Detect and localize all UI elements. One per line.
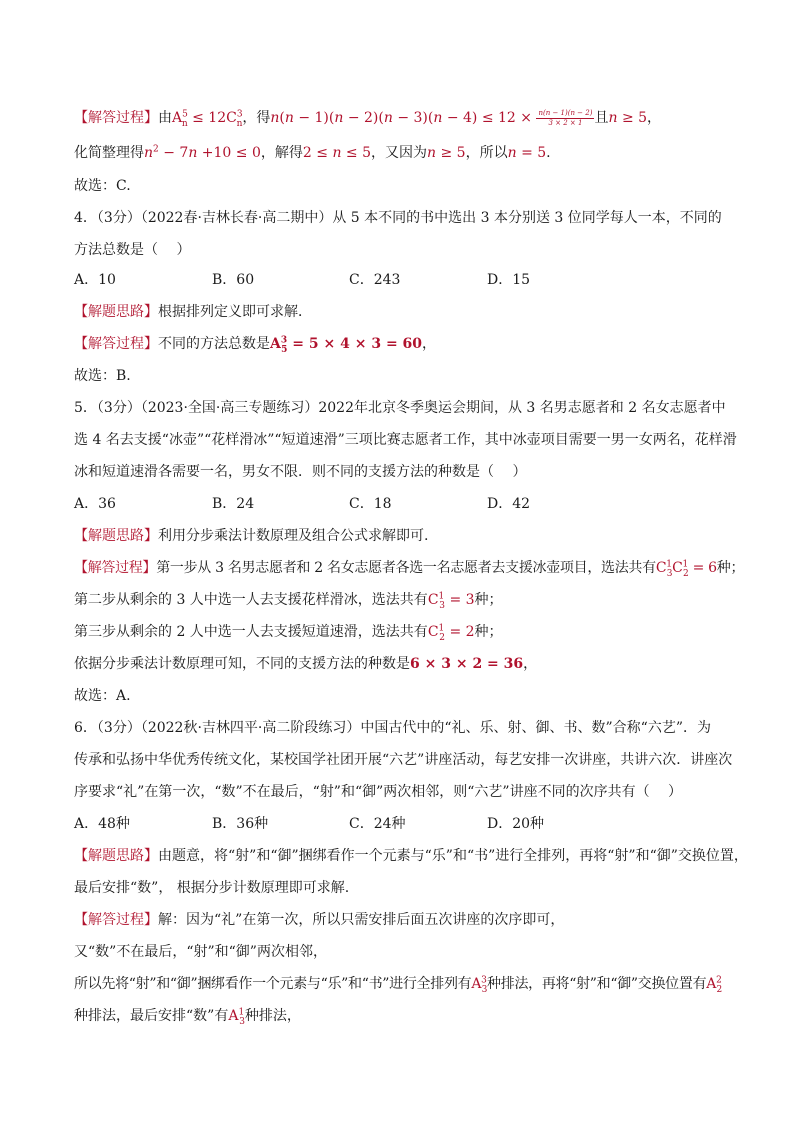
q3-process-tag: 【解答过程】	[74, 110, 158, 126]
q5-option-d: D．42	[487, 496, 531, 512]
q6-idea-tag: 【解题思路】	[74, 848, 158, 864]
q6-process-line-4: 种排法，最后安排“数”有$A^1_3$种排法，	[74, 1007, 301, 1027]
q5-stem-line-3: 冰和短道速滑各需要一名，男女不限．则不同的支援方法的种数是（ ）	[74, 464, 527, 480]
q3-simplify-line: 化简整理得$n^2 - 7n +10 \le 0$，解得2 ≤ n ≤ 5，又因为n ≥ 5，所以n = 5.	[74, 144, 551, 161]
q6-idea-line-1: 【解题思路】由题意，将“射”和“御”捆绑看作一个元素与“乐”和“书”进行全排列，再将“射”和“御”交换位置，	[74, 848, 748, 864]
q5-option-b: B．24	[212, 496, 255, 512]
q5-conclusion-line: 依据分步乘法计数原理可知，不同的支援方法的种数是6 × 3 × 2 = 36，	[74, 656, 538, 672]
q3-process-line: 【解答过程】由$A^5_n \le 12C^3_n$，得n(n − 1)(n − 2)(n − 3)(n − 4) ≤ 12 × $\frac{n(n - 1)(n - 2)}{3 \times 2 \times 1}$ 且n ≥ 5，	[74, 108, 662, 129]
q6-process-line-2: 又“数”不在最后，“射”和“御”两次相邻，	[74, 944, 327, 960]
q6-option-a: A．48种	[74, 816, 130, 832]
q6-stem-line-3: 序要求“礼”在第一次，“数”不在最后，“射”和“御”两次相邻，则“六艺”讲座不同的次序共有（ ）	[74, 784, 683, 800]
q6-idea-line-2: 最后安排“数”， 根据分步计数原理即可求解.	[74, 880, 350, 896]
q5-stem-line-2: 选 4 名去支援“冰壶”“花样滑冰”“短道速滑”三项比赛志愿者工作，其中冰壶项目需要一男一女两名，花样滑	[74, 432, 737, 448]
q6-stem-line-1: 6．（3分）（2022秋·吉林四平·高二阶段练习）中国古代中的“礼、乐、射、御、书、数”合称“六艺”．为	[74, 720, 711, 736]
q5-idea-tag: 【解题思路】	[74, 528, 158, 544]
q5-stem-line-1: 5．（3分）（2023·全国·高三专题练习）2022年北京冬季奥运会期间，从 3 名男志愿者和 2 名女志愿者中	[74, 400, 726, 416]
q5-option-a: A．36	[74, 496, 116, 512]
q4-option-a: A．10	[74, 272, 116, 288]
q5-answer: 故选：A.	[74, 688, 131, 704]
q6-stem-line-2: 传承和弘扬中华优秀传统文化，某校国学社团开展“六艺”讲座活动，每艺安排一次讲座，共讲六次．讲座次	[74, 752, 733, 768]
q4-option-d: D．15	[487, 272, 531, 288]
q4-stem-line-1: 4．（3分）（2022春·吉林长春·高二期中）从 5 本不同的书中选出 3 本分别送 3 位同学每人一本，不同的	[74, 210, 722, 226]
q3-answer: 故选：C.	[74, 178, 131, 194]
q4-option-c: C．243	[349, 272, 401, 288]
q6-process-line-1: 【解答过程】解：因为“礼”在第一次，所以只需安排后面五次讲座的次序即可，	[74, 912, 565, 928]
q4-process-tag: 【解答过程】	[74, 336, 158, 352]
q4-process-line: 【解答过程】不同的方法总数是$A^3_5 = 5 \times 4 \times 3 = 60$，	[74, 335, 437, 355]
formula-expansion: n	[270, 110, 280, 126]
q6-option-b: B．36种	[212, 816, 269, 832]
q4-answer: 故选：B.	[74, 368, 131, 384]
q5-process-tag: 【解答过程】	[74, 560, 157, 576]
q4-idea-line: 【解题思路】根据排列定义即可求解．	[74, 304, 312, 320]
q6-option-d: D．20种	[487, 816, 545, 832]
q4-stem-line-2: 方法总数是（ ）	[74, 242, 191, 258]
q6-process-line-3: 所以先将“射”和“御”捆绑看作一个元素与“乐”和“书”进行全排列有$A^3_3$种排法，再将“射”和“御”交换位置有$A^2_2$	[74, 975, 722, 995]
q5-step1-line: 【解答过程】第一步从 3 名男志愿者和 2 名女志愿者各选一名志愿者去支援冰壶项目，选法共有$C^1_3C^1_2 = 6$种；	[74, 559, 745, 579]
formula-inequality: $A^5_n \le 12C^3_n$	[172, 109, 243, 129]
formula-fraction: $\frac{n(n - 1)(n - 2)}{3 \times 2 \times 1}$	[538, 108, 593, 127]
q5-step2-line: 第二步从剩余的 3 人中选一人去支援花样滑冰，选法共有$C^1_3 = 3$种；	[74, 591, 503, 611]
q4-option-b: B．60	[212, 272, 255, 288]
q5-option-c: C．18	[349, 496, 392, 512]
q6-process-tag: 【解答过程】	[74, 912, 158, 928]
q5-step3-line: 第三步从剩余的 2 人中选一人去支援短道速滑，选法共有$C^1_2 = 2$种；	[74, 623, 503, 643]
q5-idea-line: 【解题思路】利用分步乘法计数原理及组合公式求解即可.	[74, 528, 429, 544]
q4-idea-tag: 【解题思路】	[74, 304, 158, 320]
q6-option-c: C．24种	[349, 816, 406, 832]
